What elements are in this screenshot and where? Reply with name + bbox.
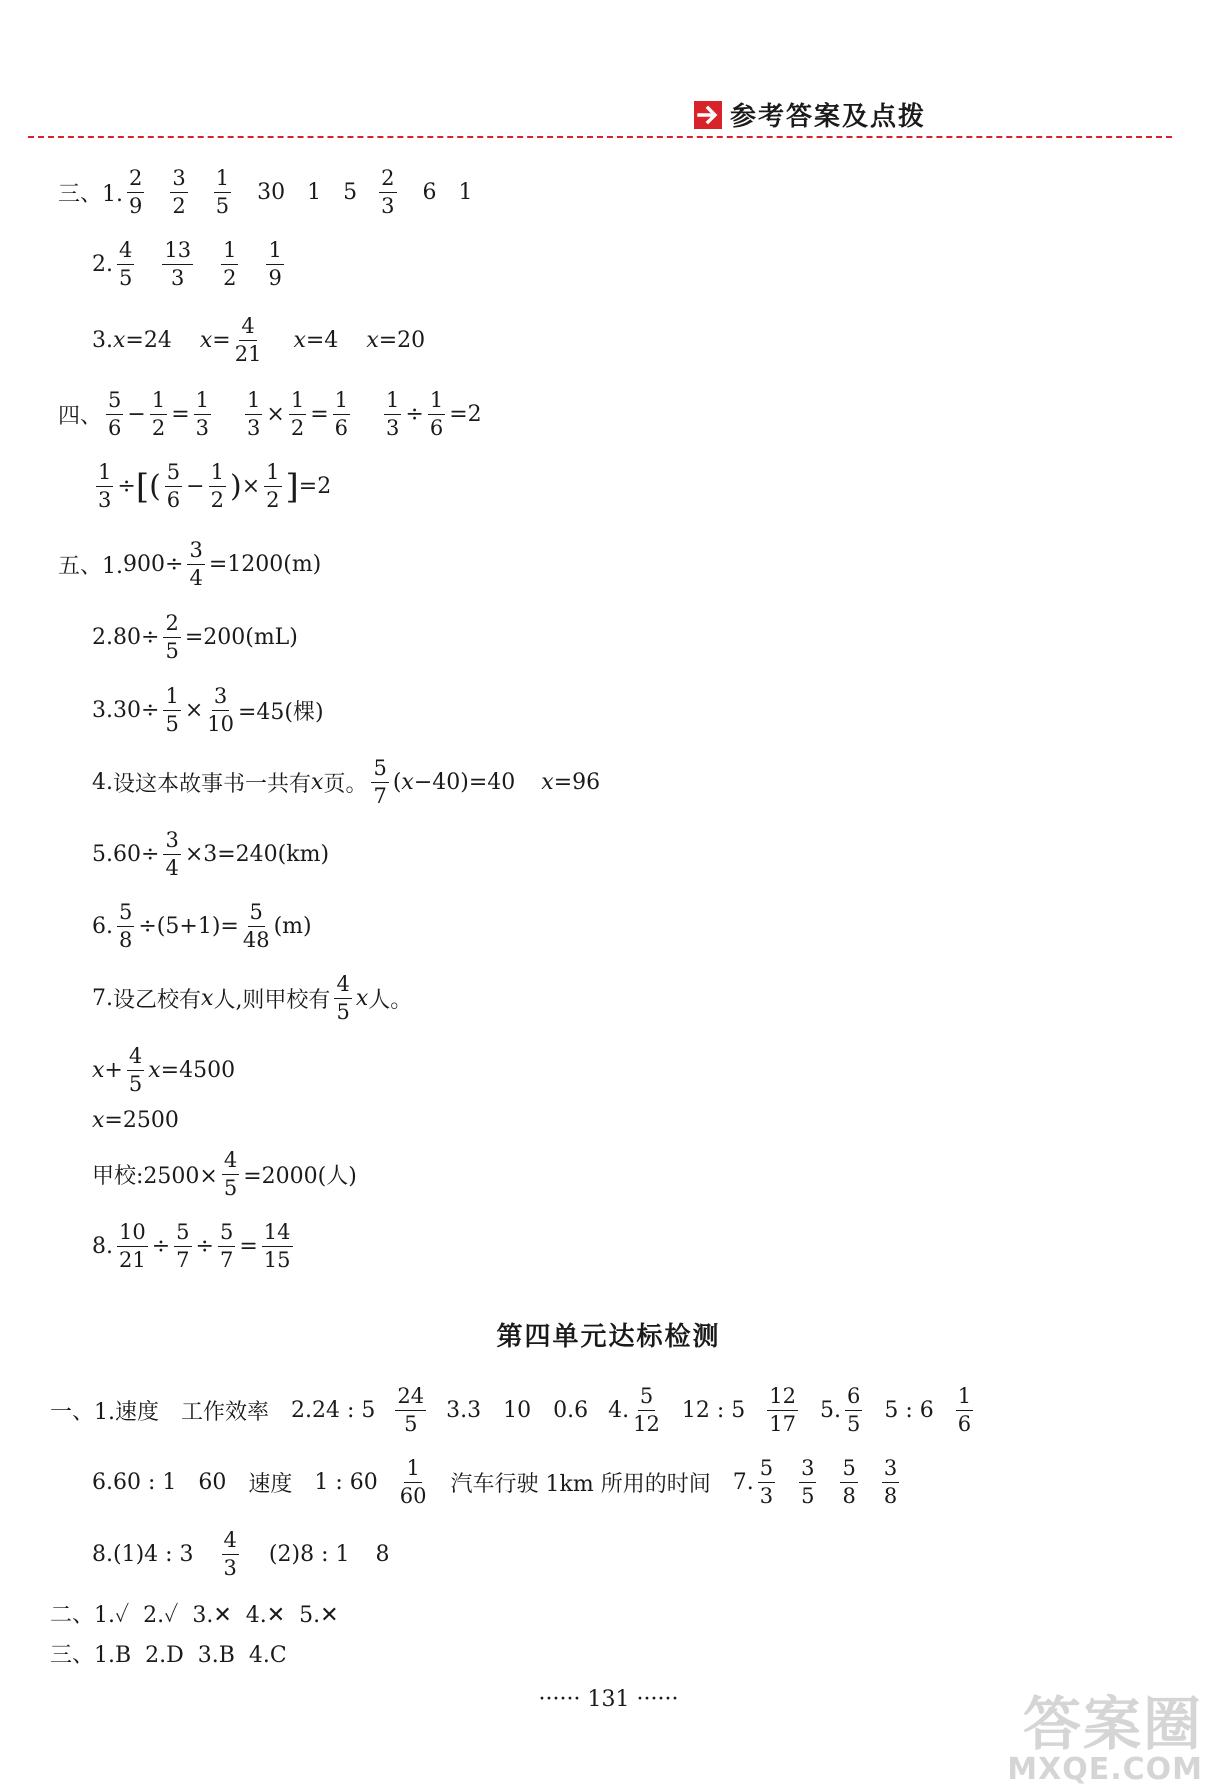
answer: 30: [257, 180, 286, 205]
answer: 1 : 60: [314, 1470, 378, 1495]
text: (: [392, 770, 402, 795]
expression: 60÷: [113, 842, 160, 867]
fraction: 2 9: [129, 166, 143, 218]
watermark-big: 答案圈: [1022, 1690, 1203, 1758]
item-label: 2.: [92, 625, 113, 650]
expression: ÷(5+1)=: [138, 914, 239, 939]
item-label: 一、1.: [50, 1400, 115, 1425]
fraction: $\frac{4}{21}$: [234, 314, 262, 366]
fraction: $\frac{1}{2}$: [266, 460, 280, 512]
s3-line-1: [58, 168, 473, 217]
fraction: 6 5: [847, 1384, 861, 1436]
answer: =2: [298, 474, 332, 499]
item-label: 四、: [58, 404, 103, 429]
answer: =4: [305, 328, 339, 353]
operator: ÷: [151, 1234, 171, 1259]
answer: 10: [503, 1398, 532, 1423]
fraction: 24 5: [397, 1384, 425, 1436]
s5-line-5: [92, 830, 329, 879]
arrow-icon: [694, 101, 722, 129]
fraction: $\frac{5}{8}$: [119, 900, 133, 952]
fraction: $\frac{1}{3}$: [247, 388, 261, 440]
fraction: 3 5: [801, 1456, 815, 1508]
u4-line-5: [50, 1638, 287, 1669]
fraction: 4 3: [223, 1528, 237, 1580]
answer: 6: [422, 180, 437, 205]
fraction: $\frac{10}{21}$: [119, 1220, 146, 1272]
expression: =2500: [104, 1108, 179, 1133]
s5-line-7b: [92, 1108, 179, 1133]
expression: =45(棵): [237, 700, 324, 725]
variable: x: [201, 986, 214, 1011]
item-label: 5.: [92, 842, 113, 867]
text: −40)=40: [413, 770, 516, 795]
fraction: $\frac{14}{15}$: [263, 1220, 291, 1272]
text: 人,则甲校有: [213, 988, 331, 1013]
variable: x: [92, 1058, 105, 1083]
item-label: 4.: [92, 770, 113, 795]
s5-line-6: [92, 902, 312, 951]
expression: 30÷: [113, 698, 160, 723]
operator: =: [171, 402, 190, 427]
fraction: 4 5: [336, 972, 350, 1024]
item-label: 3.: [92, 328, 113, 353]
fraction: $\frac{1}{6}$: [334, 388, 349, 440]
fraction: 5 6: [166, 460, 181, 512]
fraction: $\frac{1}{2}$: [290, 388, 305, 440]
fraction: 5 7: [373, 756, 387, 808]
s5-line-7c: [92, 1150, 357, 1199]
fraction: $\frac{5}{7}$: [176, 1220, 190, 1272]
fraction: 1 6: [957, 1384, 972, 1436]
answer: =2: [449, 402, 482, 427]
fraction: $\frac{1}{5}$: [165, 684, 179, 736]
u4-line-4: [50, 1598, 339, 1629]
item-label: 3.: [92, 698, 113, 723]
variable: x: [199, 328, 213, 353]
fraction: 1 5: [215, 166, 230, 218]
answer: 5 : 6: [884, 1398, 934, 1423]
header: [694, 96, 926, 133]
answer: 8: [375, 1542, 390, 1567]
header-divider: [28, 136, 1172, 138]
fraction: 2 3: [381, 166, 395, 218]
fraction: $\frac{1}{3}$: [386, 388, 400, 440]
variable: x: [311, 770, 324, 795]
s3-line-2: [92, 240, 288, 289]
fraction: $\frac{5}{7}$: [219, 1220, 234, 1272]
fraction: 4 5: [119, 238, 133, 290]
answer: =: [212, 328, 231, 353]
expression: 80÷: [113, 625, 160, 650]
s5-line-7a: [92, 1046, 235, 1095]
variable: x: [148, 1058, 161, 1083]
expression: (m): [273, 914, 312, 939]
answer: (2)8 : 1: [268, 1542, 350, 1567]
answer: 1: [458, 180, 473, 205]
expression: 900÷: [123, 552, 184, 577]
fraction: 1 2: [223, 238, 237, 290]
page-number: ······ 131 ······: [538, 1687, 679, 1712]
s3-line-3: [92, 316, 425, 365]
s5-line-4: [92, 758, 600, 807]
u4-line-2: [92, 1458, 903, 1507]
operator: =: [239, 1234, 258, 1259]
variable: x: [355, 986, 369, 1011]
item-label: 6.: [92, 914, 113, 939]
fraction: $\frac{1}{6}$: [429, 388, 444, 440]
operator: +: [104, 1058, 123, 1083]
fraction: 5 8: [842, 1456, 856, 1508]
variable: x: [113, 328, 126, 353]
fraction: $\frac{1}{2}$: [210, 460, 224, 512]
item-label: 五、1.: [58, 554, 123, 579]
fraction: $\frac{1}{3}$: [195, 388, 210, 440]
s5-line-2: [92, 613, 298, 662]
item-label: 4.: [608, 1398, 630, 1423]
item-label: 7.: [732, 1470, 754, 1495]
fraction: 12 17: [769, 1384, 797, 1436]
item-label: 三、1.: [58, 182, 123, 207]
text: =96: [553, 770, 601, 795]
operator: ×: [266, 402, 285, 427]
answer: 12 : 5: [681, 1398, 746, 1423]
item-label: 5.: [820, 1398, 842, 1423]
s5-line-7: [92, 974, 412, 1023]
paren: ): [229, 468, 242, 504]
answer: 速度: [115, 1400, 160, 1425]
watermark-logo: [1007, 1690, 1203, 1787]
s5-line-3: [92, 686, 324, 735]
fraction: 5 3: [759, 1456, 774, 1508]
fraction: 1 9: [268, 238, 282, 290]
fraction: $\frac{4}{5}$: [223, 1148, 238, 1200]
text: 人。: [368, 988, 413, 1013]
answer-row: 三、1.B 2.D 3.B 4.C: [50, 1643, 287, 1668]
operator: ÷: [405, 402, 424, 427]
fraction: $\frac{3}{4}$: [165, 828, 179, 880]
fraction: $\frac{5}{48}$: [242, 900, 270, 952]
operator: ÷: [117, 474, 136, 499]
answer: 速度: [248, 1472, 293, 1497]
answer: 1: [307, 180, 322, 205]
item-label: 7.: [92, 986, 113, 1011]
expression: =200(mL): [184, 625, 298, 650]
paren: (: [149, 468, 161, 504]
fraction: 3 8: [883, 1456, 898, 1508]
fraction: 5 12: [633, 1384, 660, 1436]
fraction: $\frac{3}{4}$: [189, 538, 203, 590]
fraction: $\frac{3}{10}$: [207, 684, 234, 736]
operator: −: [186, 474, 205, 499]
expression: =2000(人): [243, 1164, 357, 1189]
answer: =24: [125, 328, 172, 353]
operator: =: [310, 402, 329, 427]
answer: =20: [378, 328, 426, 353]
text: 设乙校有: [113, 988, 202, 1013]
text: 页。: [323, 772, 368, 797]
fraction: $\frac{4}{5}$: [128, 1044, 143, 1096]
expression: ×3=240(km): [184, 842, 330, 867]
fraction: $\frac{1}{3}$: [98, 460, 112, 512]
answer: 6.60 : 1: [92, 1470, 177, 1495]
operator: ×: [184, 698, 204, 723]
variable: x: [366, 328, 379, 353]
expression: 甲校:2500×: [92, 1164, 218, 1189]
s5-line-8: [92, 1222, 297, 1271]
fraction: $\frac{1}{2}$: [151, 388, 166, 440]
item-label: 8.: [92, 1234, 113, 1259]
u4-line-1: [50, 1386, 977, 1435]
fraction: 13 3: [164, 238, 192, 290]
section-title: 第四单元达标检测: [496, 1322, 721, 1352]
fraction: 5 6: [108, 388, 122, 440]
answer: 工作效率: [181, 1400, 270, 1425]
answer: 5: [343, 180, 358, 205]
s4-line-1: [58, 390, 482, 439]
variable: x: [541, 770, 554, 795]
watermark-small: MXQE.COM: [1007, 1752, 1203, 1787]
operator: ×: [241, 474, 261, 499]
expression: =4500: [160, 1058, 236, 1083]
answer: 汽车行驶 1km 所用的时间: [450, 1472, 711, 1497]
variable: x: [92, 1108, 105, 1133]
header-title: 参考答案及点拨: [730, 102, 927, 132]
answer: 2.24 : 5: [291, 1398, 376, 1423]
variable: x: [293, 328, 306, 353]
answer-row: 二、1.✓ 2.✓ 3.✕ 4.✕ 5.✕: [50, 1603, 339, 1628]
answer: 60: [198, 1470, 227, 1495]
fraction: 1 60: [399, 1456, 427, 1508]
s4-line-2: [92, 462, 331, 511]
answer: 0.6: [553, 1398, 589, 1423]
fraction: 3 2: [172, 166, 186, 218]
bracket: [: [135, 466, 150, 507]
operator: −: [127, 402, 146, 427]
item-label: 2.: [92, 252, 113, 277]
expression: =1200(m): [208, 552, 322, 577]
variable: x: [401, 770, 414, 795]
s5-line-1: [58, 540, 321, 589]
answer: 8.(1)4 : 3: [92, 1542, 194, 1567]
fraction: $\frac{2}{5}$: [165, 611, 179, 663]
bracket: ]: [285, 466, 299, 507]
answer: 3.3: [446, 1398, 482, 1423]
operator: ÷: [195, 1234, 214, 1259]
text: 设这本故事书一共有: [113, 772, 312, 797]
u4-line-3: [92, 1530, 389, 1579]
